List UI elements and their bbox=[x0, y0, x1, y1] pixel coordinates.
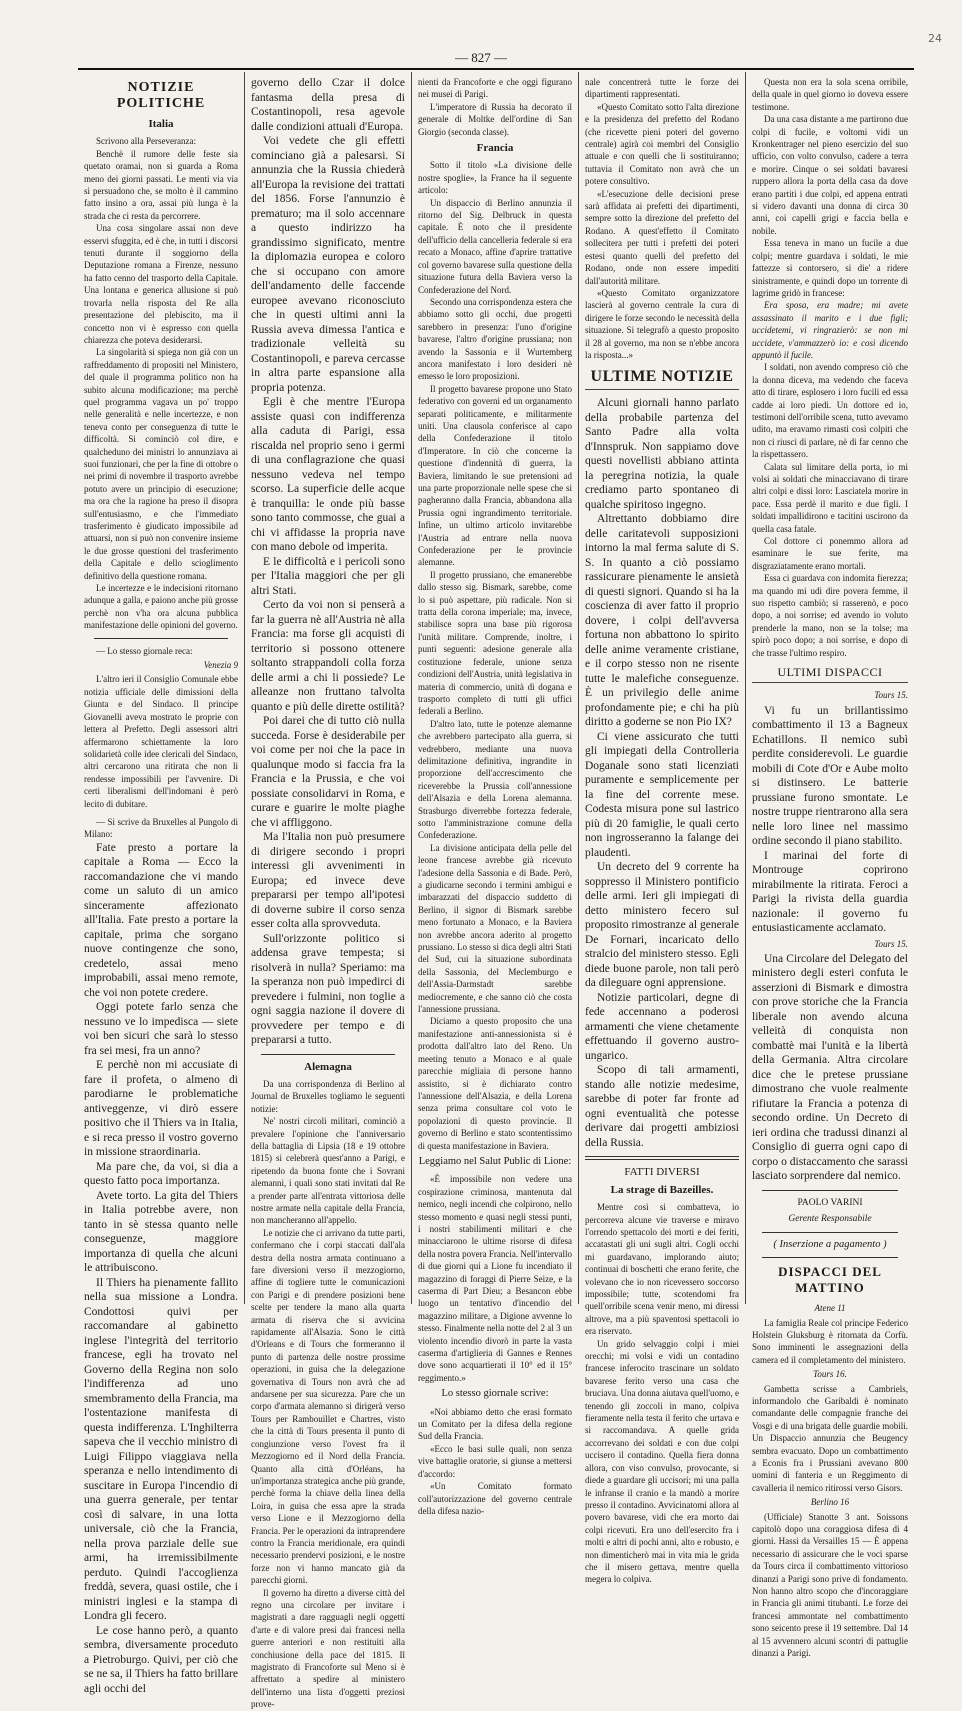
paragraph: Altrettanto dobbiamo dire delle caritatevoli supposizioni intorno la mal ferma salute di S. S. In quanto a ciò possiamo rassicurare pienamente le ansietà di questi signori. Quando si ha la coscienza di aver fatto il proprio dovere, i colpi dell'avversa fortuna non abbattono lo spirito delle anime veramente cristiane, e il corpo stesso non ne risente tutte le malefiche conseguenze. È un privilegio delle anime profondamente pie; e chi ha più diritto a goderne se non Pio IX? bbox=[585, 513, 739, 729]
paragraph: Poi darei che di tutto ciò nulla succeda. Forse è desiderabile per voi come per noi che la pace in qualunque modo si faccia fra la Francia e la Prussia, e che voi possiate consolidarvi in Roma, e curare e guarire le molte piaghe che vi affliggono. bbox=[251, 715, 405, 829]
headline-dispacci-del-mattino: DISPACCI DEL MATTINO bbox=[778, 1264, 882, 1296]
paragraph: Le cose hanno però, a quanto sembra, diversamente proceduto a Pietroburgo. Quivi, per ciò che se ne sa, il Thiers ha fatto brillare agli occhi del bbox=[84, 1624, 238, 1695]
paragraph: «L'esecuzione delle decisioni prese sarà affidata ai prefetti dei dipartimenti, sempre sotto la direzione del prefetto del Rodano. A quest'effetto il Comitato sollecitera per tutti i prefetti dei poteri estesi quanto quelli del prefetto del Rodano, onde non essere impediti dall'autorità militare. bbox=[585, 188, 739, 286]
paragraph: Il Thiers ha pienamente fallito nella sua missione a Londra. Condottosi quivi per raccomandare al gabinetto inglese l'integrità del territorio francese, egli ha trovato nel Governo della Regina non solo l'indifferenza ad uno smembramento della Francia, ma l'ostentazione manifesta di questa indifferenza. L'Inghilterra sapeva che il vecchio ministro di Luigi Filippo viaggiava nella speranza e nello intendimento di suscitare in Europa l'incendio di una guerra generale, per tentar così di salvare, in una lotta universale, ciò che la Francia, nella prova parziale delle sue armi, ha irremissibilmente perduto. Quindi l'accoglienza freddà, severa, quasi ostile, che i ministri inglesi e la stampa di Londra gli fecero. bbox=[84, 1276, 238, 1623]
headline-notizie-politiche: NOTIZIE POLITICHE bbox=[116, 80, 206, 111]
subhead: Lo stesso giornale scrive: bbox=[441, 1388, 549, 1400]
paragraph: «Questo Comitato sotto l'alta direzione e la presidenza del prefetto del Rodano (che ricevette pieni poteri del governo centrale) agirà coi membri del Consiglio attuale e con quelli che li sostituiranno; tuttavia il Comitato non avrà che un potere consultivo. bbox=[585, 101, 739, 187]
divider bbox=[762, 1232, 898, 1233]
section-italia: Italia bbox=[148, 118, 174, 130]
paragraph: I soldati, non avendo compreso ciò che la donna diceva, ma vedendo che faceva atto di tirare, esplosero i loro fucili ed essa cadde ai loro piedi. Un dottore ed io, testimoni dell'orribile scena, tutto avevamo udito, ma eravamo rimasti così colpiti che non ci riuscì di parlare, nè di far cenno che la rispettassero. bbox=[752, 362, 908, 460]
page-number: — 827 — bbox=[455, 50, 507, 65]
paragraph: Notizie particolari, degne di fede accennano a poderosi armamenti che viene chetamente effettuando il governo austro-ungarico. bbox=[585, 991, 739, 1062]
paragraph: Gambetta scrisse a Cambriels, informandolo che Garibaldi è nominato comandante delle compagnie franche dei Vosgi e di una brigata delle guardie mobili. Un Dispaccio annunzia che Beugency sembra evacuato. Dopo un combattimento a Econis fra i Prussiani avevano 800 uomini di fanteria e un Reggimento di cavalleria il nemico ritirossi verso Gisors. bbox=[752, 1383, 908, 1493]
paragraph: Il progetto bavarese propone uno Stato federativo con governi ed un organamento separati politicamente, e militarmente uniti. Una clausola conferisce al capo della Confederazione il titolo d'Imperatore. In ciò che concerne la questione d'indennità di guerra, la Baviera, limitando le sue pretensioni ad una parte proporzionale nelle spese che si pagheranno dalla Francia, abbandona alla Prussia ogni ingrandimento territoriale. Infine, un ultimo articolo invitarebbe l'Austria ad entrare nella nuova Confederazione per le provincie alemanne. bbox=[418, 383, 572, 568]
paragraph: Secondo una corrispondenza estera che abbiamo sotto gli occhi, due progetti sarebbero in presenza: l'uno d'origine bavarese, l'altro d'origine prussiana; non avendo la Sassonia e il Wurtemberg ancora manifestato i loro desideri nè emesso le loro proposizioni. bbox=[418, 296, 572, 382]
paragraph: Da una corrispondenza di Berlino al Journal de Bruxelles togliamo le seguenti notizie: bbox=[251, 1078, 405, 1114]
divider bbox=[585, 1156, 739, 1160]
paragraph: Alcuni giornali hanno parlato della probabile partenza del Santo Padre alla volta d'Innspruk. Non sappiamo dove questi novellisti abbiano attinta la peregrina notizia, la quale crediamo parto spontaneo di qualche spiritoso ingegno. bbox=[585, 397, 739, 511]
paragraph: Essa teneva in mano un fucile a due colpi; mentre guardava i soldati, le mie fattezze si contorsero, si die' a ridere sinistramente, e quindi dopo un torrente di lagrime gridò in francese: bbox=[752, 238, 908, 298]
article-title-strage: La strage di Bazeilles. bbox=[610, 1183, 714, 1196]
paragraph: — Si scrive da Bruxelles al Pungolo di Milano: bbox=[84, 816, 238, 840]
dateline: Venezia 9 bbox=[203, 660, 238, 671]
paragraph: L'altro ieri il Consiglio Comunale ebbe notizia ufficiale delle dimissioni della Giunta e del Sindaco. Il principe Giovanelli aveva mostrato le proprie con lettera al Prefetto. Degli assessori altri affermarono schiettamente la loro solidarietà colle idee clericali del Sindaco, altri cercarono una ritirata che non li rendesse impossibili per l'avvenire. Di certi liberalismi dell'indomani è però lecito di dubitare. bbox=[84, 674, 238, 809]
paragraph: La singolarità si spiega non già con un raffreddamento di propositi nel Ministero, del quale il programma politico non ha subito alcuna modificazione; ma perchè quel programma vagava un po' troppo nelle generalità e nelle incertezze, e non teneva conto per conseguenza di tutte le difficoltà. Si cominciò col dire, e qualcheduno dei ministri lo annunziava ai suoi funzionari, che per la fine di ottobre o nei primi di novembre il trasporto avrebbe potuto avere un principio di esecuzione; ma ora che la ragione ha preso il disopra sull'entusiasmo, e che l'immediato trasferimento è giudicato impossibile ad attuarsi, non si può non convenire insieme le due grosse questioni del trasferimento della Capitale e dello scioglimento definitivo della questione romana. bbox=[84, 347, 238, 581]
paragraph: I marinai del forte di Montrouge coprirono mirabilmente la ritirata. Feroci a Parigi la rivista della guardia nazionale: il governo fu entusiasticamente acclamato. bbox=[752, 849, 908, 934]
paragraph: Il progetto prussiano, che emanerebbe dallo stesso sig. Bismark, sarebbe, come lo si può aspettare, più radicale. Non si tratta della corona imperiale; ma, invece, stabilisce sopra una base più rigorosa l'unità militare. Comprende, inoltre, i punti seguenti: adesione generale alla costituzione federale, unione senza condizioni dell'Austria, unità legislativa in materia di commercio, unità di dogana e trasporto completo di tutti gli uffici federali a Berlino. bbox=[418, 569, 572, 717]
paragraph: «Un Comitato formato coll'autorizzazione del governo centrale della difesa nazio- bbox=[418, 1481, 572, 1516]
paragraph: Un decreto del 9 corrente ha soppresso il Ministero pontificio delle armi. Ieri gli impiegati di detto ministero fecero sul proposito rimostranze al generale De Fornari, incaricato dello stralcio del ministero stesso. Egli diede buone parole, non tali però da dileguare ogni apprensione. bbox=[585, 861, 739, 990]
dateline: Berlino 16 bbox=[810, 1497, 850, 1508]
paid-insertion-label: ( Inserzione a pagamento ) bbox=[773, 1238, 887, 1250]
paragraph: Questa non era la sola scena orribile, della quale in quel giorno io doveva essere testimone. bbox=[752, 77, 908, 112]
paragraph: governo dello Czar il dolce fantasma della presa di Costantinopoli, resa agevole dalle condizioni attuali d'Europa. bbox=[251, 77, 405, 133]
paragraph: Avete torto. La gita del Thiers in Italia potrebbe avere, non tanto in sè stessa quanto nelle conseguenze, maggiore importanza di quella che alcuni le attribuiscono. bbox=[84, 1189, 238, 1275]
archive-number: 24 bbox=[928, 32, 942, 45]
divider bbox=[762, 1257, 898, 1258]
paragraph: La divisione anticipata della pelle del leone francese avrebbe già ricevuto l'adesione della Sassonia e di Bade. Però, a giudicarne secondo i termini ambigui e imbarazzati del dispaccio suddetto di Berlino, il signor di Bismark sarebbe meno fortunato a Monaco, e la Baviera non avrebbe ancora aderito al progetto prussiano. Lo stesso si dica degli altri Stati del Sud, cui la situazione subordinata della Sassonia, del Meclemburgo e dell'Assia-Darmstadt sarebbe mediocremente, e che sanno ciò che costa l'annessione prussiana. bbox=[418, 842, 572, 1015]
top-rule bbox=[78, 68, 914, 70]
headline-ultimi-dispacci: ULTIMI DISPACCI bbox=[752, 665, 908, 683]
paragraph: Certo da voi non si penserà a far la guerra nè all'Austria nè alla Francia: ma forse gli acquisti di territorio si possono ottenere soltanto strappandoli colla forza delle armi a chi li possiede? Le alleanze non fruttano talvolta quanto e più delle dirette ostilità? bbox=[251, 599, 405, 713]
paragraph: Essa ci guardava con indomita fierezza; ma quando mi udì dire povera femme, il suo rispetto cambiò; si rasserenò, e poco dopo, a noi sorrise; ed avendo io voluto prenderle la mano, non se la tolse; ma spirò poco dopo; a noi sorrise, e dopo di che trasse l'ultimo respiro. bbox=[752, 573, 908, 658]
dateline: Tours 16. bbox=[813, 1369, 847, 1380]
paragraph: nienti da Francoforte e che oggi figurano nei musei di Parigi. bbox=[418, 77, 572, 100]
divider bbox=[94, 638, 228, 639]
paragraph: Sull'orizzonte politico si addensa grave tempesta; si risolverà in nulla? Speriamo: ma la speranza non può impedirci di prevedere i fulmini, non toglie a ogni saggia nazione il dovere di provvedere per tempo e di prepararsi a tutto. bbox=[251, 932, 405, 1046]
paragraph: nale concentrerà tutte le forze dei dipartimenti rappresentati. bbox=[585, 77, 739, 100]
paragraph: Scopo di tali armamenti, stando alle notizie medesime, sarebbe di poter far fronte ad ogni eventualità che potesse derivare dai progetti ambiziosi della Russia. bbox=[585, 1064, 739, 1149]
paragraph: L'imperatore di Russia ha decorato il generale di Moltke dell'ordine di San Giorgio (seconda classe). bbox=[418, 101, 572, 137]
paragraph: Benchè il rumore delle feste sia quetato oramai, non si guarda a Roma meno dei giorni passati. Le menti via via si persuadono che, se molto è il cammino fatto insino a ora, assai più lunga è la strada che ci resta da percorrere. bbox=[84, 148, 238, 221]
paragraph: E le difficoltà e i pericoli sono per l'Italia maggiori che per gli altri Stati. bbox=[251, 555, 405, 597]
paragraph: D'altro lato, tutte le potenze alemanne che avrebbero partecipato alla guerra, si vedrebbero, mediante una nuova delimitazione definitiva, ingrandite in proporzione dell'accrescimento che riceverebbe la Prussia coll'annessione dell'Alsazia e della Lorena alemanna. Strasburgo diverrebbe fortezza federale, sotto l'amministrazione comune della Confederazione. bbox=[418, 718, 572, 841]
paragraph: — Lo stesso giornale reca: bbox=[96, 645, 193, 656]
column-4 bbox=[579, 72, 746, 1585]
paragraph: Una cosa singolare assai non deve esservi sfuggita, ed è che, in tutti i discorsi tenuti durante il soggiorno della Deputazione romana a Firenze, nessuno ha fatto cenno del trasporto della Capitale. Una lontana e generica allusione si può trovarla nella risposta del Re alla presentazione del plebiscito, ma il concetto non vi è espresso con quella chiarezza che poteva desiderarsi. bbox=[84, 223, 238, 345]
paragraph: Il governo ha diretto a diverse città del regno una circolare per invitare i magistrati a dare ragguagli negli oggetti d'arte e di valore presi dai francesi nella guerre anteriori e non restituiti alla conchiusione della pace del 1815. Il magistrato di Francoforte sul Meno si è affrettato a spedire al ministero dell'interno una lista d'oggetti preziosi prove- bbox=[251, 1587, 405, 1710]
paragraph: Da una casa distante a me partirono due colpi di fucile, e voltomi vidi un Kronkentrager nel pieno esercizio del suo ufficio, con volto convulso, cadere a terra e morire. Cinque o sei soldati bavaresi ruppero allora la porta della casa da dove erano partiti i due colpi, ed appena entrati si videro davanti una donna di circa 30 anni, coi capelli grigi e faccia bella e nobile. bbox=[752, 114, 908, 236]
signature-name: PAOLO VARINI bbox=[797, 1197, 863, 1208]
paragraph: «Questo Comitato organizzatore lascierà al governo centrale la cura di dirigere le forze secondo le necessità della situazione. Si telegrafò a questo proposito il 28 al governo, ma non se n'ebbe ancora la risposta...» bbox=[585, 287, 739, 360]
dateline: Atene 11 bbox=[814, 1303, 846, 1314]
paragraph: Ne' nostri circoli militari, cominciò a prevalere l'opinione che l'anniversario della battaglia di Lipsia (18 e 19 ottobre 1815) si celebrerà quest'anno a Parigi, e ripetendo da buona fonte che i Sovrani alemanni, i quali sono stati invitati dal Re a prender parte all'entrata vittoriosa delle nostre armate nella capitale della Francia, non mancheranno all'appello. bbox=[251, 1116, 405, 1226]
paragraph: Voi vedete che gli effetti cominciano già a palesarsi. Si annunzia che la Russia chiederà all'Europa la revisione dei trattati del 1856. Forse l'annunzio è prematuro; ma il solo accennare a questo indirizzo ha grandissimo significato, mentre la diplomazia europea e coloro che si occupano con amore dell'andamento delle faccende europee avevano riconosciuto che in questi ultimi anni la Russia aveva dimessa l'antica e tradizionale velleità su Costantinopoli, e pareva cercasse in altra parte espansione alla propria potenza. bbox=[251, 135, 405, 394]
paragraph: Scrivono alla Perseveranza: bbox=[96, 136, 196, 147]
headline-ultime-notizie: ULTIME NOTIZIE bbox=[585, 367, 739, 390]
section-francia: Francia bbox=[476, 142, 514, 155]
section-alemagna: Alemagna bbox=[304, 1060, 352, 1073]
paragraph: Era sposa, era madre; mi avete assassinato il marito e i due figli; uccidetemi, vi ringrazierò: se non mi uccidete, v'ammazzerò io: e così dicendo appuntò il fucile. bbox=[752, 300, 908, 360]
column-3 bbox=[412, 72, 579, 1516]
dateline: Tours 15. bbox=[874, 690, 908, 701]
paragraph: Le incertezze e le indecisioni ritornano adunque a galla, e paiono anche più grosse perchè non v'ha ora alcuna pubblica manifestazione delle opinioni del governo. bbox=[84, 583, 238, 631]
column-2 bbox=[245, 72, 412, 1710]
divider bbox=[261, 1054, 395, 1055]
section-fatti-diversi: FATTI DIVERSI bbox=[624, 1166, 700, 1179]
paragraph: Fate presto a portare la capitale a Roma — Ecco la raccomandazione che vi mando come un saluto di un amico sinceramente affezionato all'Italia. Fate presto a portare la capitale, prima che sorgano nuove contingenze che sono, credetelo, assai meno improbabili, assai meno remote, che voi non potete credere. bbox=[84, 841, 238, 999]
paragraph: Una Circolare del Delegato del ministero degli esteri confuta le asserzioni di Bismark e dimostra con prove storiche che la Francia liberale non avendo alcuna velleità di conquista non combattè mai l'unità e la libertà della Germania. Altra circolare dice che le pretese prussiane dimostrano che vuole realmente rifiutare la Francia a potenza di secondo ordine. Un Decreto di ieri ordina che tradussi dinanzi al Consiglio di guerra ogni capo di corpo o distaccamento che sarassi lasciato sorprendere dal nemico. bbox=[752, 952, 908, 1183]
subhead: Leggiamo nel Salut Public di Lione: bbox=[418, 1155, 572, 1167]
paragraph: Ci viene assicurato che tutti gli impiegati della Controlleria Doganale sono stati licenziati puramente e semplicemente per la fine del corrente mese. Codesta misura pone sul lastrico più di 20 famiglie, le quali certo non ingrosseranno la falange dei plaudenti. bbox=[585, 730, 739, 859]
paragraph: Ma l'Italia non può presumere di dirigere secondo i propri interessi gli avvenimenti in Europa; ed invece deve prepararsi per tempo all'ipotesi di doverne subire il corso senza esser colta alla sprovveduta. bbox=[251, 831, 405, 930]
paragraph: La famiglia Reale col principe Federico Holstein Gluksburg è ritornata da Corfù. Sono imminenti le assegnazioni della camera ed il completamento del ministero. bbox=[752, 1317, 908, 1365]
paragraph: Egli è che mentre l'Europa assiste quasi con indifferenza alla caduta di Parigi, essa riscalda nel proprio seno i germi di una conflagrazione che quasi nessuno vedeva nel tempo scorso. La superficie delle acque è tranquilla: le onde più basse sono tanto commosse, che guai a chi vi affidasse la propria nave con mano debole od imperita. bbox=[251, 396, 405, 553]
paragraph: Ma pare che, da voi, si dia a questo fatto poca importanza. bbox=[84, 1160, 238, 1188]
dateline: Tours 15. bbox=[874, 938, 908, 949]
column-5 bbox=[746, 72, 914, 1659]
paragraph: Col dottore ci ponemmo allora ad esaminare le sue ferite, ma disgraziatamente erano mortali. bbox=[752, 536, 908, 571]
paragraph: «Ecco le basi sulle quali, non senza vive battaglie oratorie, si giunse a mettersi d'accordo: bbox=[418, 1443, 572, 1479]
paragraph: (Ufficiale) Stanotte 3 ant. Soissons capitolò dopo una coraggiosa difesa di 4 giorni. Hassi da Versailles 15 — È appena necessario di assicurare che le voci sparse da Tours circa il combattimento vittorioso dinanzi a Parigi sono prive di fondamento. Non hanno altro scopo che d'incoraggiare in Francia gli animi titubanti. Le forze dei francesi ammontate nel combattimento sono seicento prese il 19 settembre. Dal 14 al 15 avvennero alcuni scontri di pattuglie dinanzi a Parigi. bbox=[752, 1511, 908, 1659]
paragraph: E perchè non mi accusiate di fare il profeta, o almeno di parodiarne le problematiche antiveggenze, vi dirò essere positivo che il Thiers va in Italia, e si reca presso il vostro governo in missione straordinaria. bbox=[84, 1059, 238, 1159]
paragraph: Un grido selvaggio colpì i miei orecchi; mi volsi e vidi un contadino francese inferocito trascinare un soldato bavarese ferito verso una casa che bruciava. Una donna aiutava quell'uomo, e tenendo gli zoccoli in mano, colpiva fieramente nella testa il ferito che urtava e si raccomandava. A quelle grida accorrevano dei soldati e con due colpi uccisero il contadino. Quella fiera donna allora, con viso convulso, provocante, si diede a guardare gli uccisori; mi una palla le infranse il cranio e la mandò a morire presso il contadino. Avvicinatomi allora al povero bavarese, vidi che era morto dai colpi ricevuti. Era uno dell'esercito fra i molti e altri di pochi anni, alto e robusto, e non dimenticherò mai in vita mia le grida che il misero gettava, mentre quella megera lo colpiva. bbox=[585, 1338, 739, 1585]
column-1 bbox=[78, 72, 245, 1695]
paragraph: Mentre così si combatteva, io percorreva alcune vie traverse e miravo l'orrendo spettacolo dei morti e dei feriti, accatastati gli uni sugli altri. Cogli occhi mi guardavano, implorando aiuto; continuai di boschetti che erano ferite, che volevano che io non ricevessero soccorso impossibile; tutte, scotendomi fra quell'orribile scena venir meno, mi diressi altrove, ma a più spaventosi spettacoli io era riservato. bbox=[585, 1202, 739, 1337]
paragraph: Le notizie che ci arrivano da tutte parti, confermano che i corpi staccati dall'ala destra della nostra armata continuano a fare diversioni verso il mezzogiorno, affine di togliere tutte le comunicazioni con Parigi e di prendere posizioni bene scelte per tendere la mano alla quarta armata di riserva che si avvicina rapidamente all'Alsazia. Sono le città d'Orleans e di Tours che formeranno il punto di partenza delle nostre prossime operazioni, in guisa che la delegazione governativa di Tours non avrà che ad andarsene per sua sicurezza. Pare che un corpo d'armata alemanno si dirigerà verso Tours per Rambouillet e Chartres, visto che la città di Tours presenta il punto di congiunzione verso l'ovest fra il Mezzogiorno ed il Nord della Francia. Quanto alla città d'Orléans, ha un'importanza strategica anche più grande, perchè forma la chiave della linea della Loira, in guisa che essa apre la strada verso Lione e il Mezzogiorno della Francia. Per le operazioni da intraprendere contro la Francia meridionale, era quindi necessario prendervi posizioni, e le nostre forze non vi hanno mancato già da parecchi giorni. bbox=[251, 1227, 405, 1586]
paragraph: Un dispaccio di Berlino annunzia il ritorno del Sig. Delbruck in questa capitale. È noto che il presidente dell'ufficio della cancelleria federale si era recato a Monaco, affine d'aprire trattative col governo bavarese sulla questione della situazione futura della Baviera verso la Confederazione del Nord. bbox=[418, 197, 572, 295]
paragraph: Oggi potete farlo senza che nessuno ve lo impedisca — siete voi ben sicuri che sarà lo stesso fra sei mesi, fra un anno? bbox=[84, 1001, 238, 1057]
paragraph: Diciamo a questo proposito che una manifestazione anti-annessionista si è prodotta dall'altro lato del Reno. Un meeting tenuto a Monaco e al quale parecchie migliaia di persone hanno assistito, si è dichiarato contro l'annessione dell'Alsazia, e della Lorena senza prima consultare col voto le popolazioni di questo provincie. Il governo di Berlino e stato scontentissimo di questa manifestazione in Baviera. bbox=[418, 1016, 572, 1151]
divider bbox=[762, 1190, 898, 1191]
paragraph: Sotto il titolo «La divisione delle nostre spoglie», la France ha il seguente articolo: bbox=[418, 160, 572, 196]
paragraph: «È impossibile non vedere una cospirazione criminosa, mantenuta dal nemico, negli incendi che colpirono, nello stesso momento e quasi negli stessi punti, i nostri stabilimenti militari e che minacciarono le ultime risorse di difesa della nostra povera Francia. Nell'intervallo di due giorni qui a Lione fu incendiato il magazzino di foraggi di Pierre Seize, e la caserma di Part Dieu; a Besancon ebbe luogo un tentativo d'incendio del magazzino militare, a Digione avvenne lo stesso. Finalmente nella notte del 2 al 3 un violento incendio divorò in parte la vasta caserma d'artiglieria di Gannes e Rennes dove sono acquartierati il 10° ed il 15° reggimento.» bbox=[418, 1174, 572, 1383]
paragraph: «Noi abbiamo detto che erasi formato un Comitato per la difesa della regione Sud della Francia. bbox=[418, 1406, 572, 1442]
paragraph: Vi fu un brillantissimo combattimento il 13 a Bagneux Echatillons. Il nemico subì perdite considerevoli. Le guardie mobili di Cote d'Or e Aube molto si distinsero. Le batterie prussiane furono smontate. Le nostre truppe rientrarono alla sera nelle loro linee nel massimo ordine secondo il piano stabilito. bbox=[752, 704, 908, 847]
signature-title: Gerente Responsabile bbox=[788, 1214, 872, 1225]
columns bbox=[78, 72, 914, 1710]
paragraph: Calata sul limitare della porta, io mi volsi ai soldati che minacciavano di tirare altri colpi e dissi loro: Lasciatela morire in pace. Essa perdè il marito e due figli. I soldati impallidirono e tacitini uscirono da quella casa fatale. bbox=[752, 461, 908, 534]
